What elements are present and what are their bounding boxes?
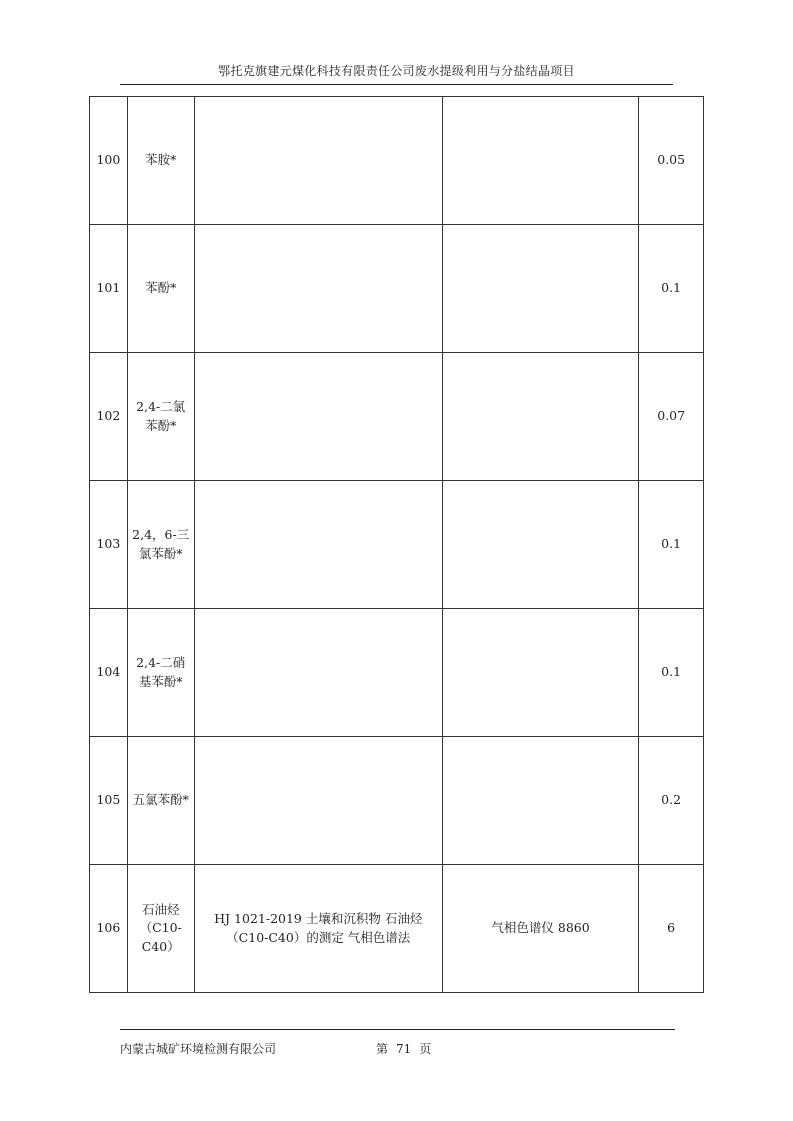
standard-method xyxy=(194,609,442,737)
standard-method xyxy=(194,97,442,225)
detection-method-table xyxy=(89,96,704,993)
page-number xyxy=(372,1040,435,1057)
instrument xyxy=(442,97,638,225)
row-number: 100 xyxy=(90,97,128,225)
instrument: 气相色谱仪 8860 xyxy=(442,865,638,993)
row-number: 102 xyxy=(90,353,128,481)
row-number: 105 xyxy=(90,737,128,865)
test-item: 2,4-二氯苯酚* xyxy=(127,353,194,481)
standard-method xyxy=(194,225,442,353)
page-prefix: 第 xyxy=(376,1042,389,1056)
page-suffix: 页 xyxy=(419,1042,432,1056)
test-item: 苯酚* xyxy=(127,225,194,353)
instrument xyxy=(442,353,638,481)
table-row xyxy=(90,225,704,353)
detection-limit: 0.1 xyxy=(639,481,704,609)
test-item: 2,4-二硝基苯酚* xyxy=(127,609,194,737)
standard-method xyxy=(194,481,442,609)
instrument xyxy=(442,737,638,865)
row-number: 101 xyxy=(90,225,128,353)
table-row xyxy=(90,609,704,737)
table-row xyxy=(90,481,704,609)
table-row xyxy=(90,97,704,225)
table-row xyxy=(90,865,704,993)
standard-method xyxy=(194,353,442,481)
row-number: 104 xyxy=(90,609,128,737)
footer-divider xyxy=(120,1029,675,1030)
detection-limit: 0.07 xyxy=(639,353,704,481)
page-number-value: 71 xyxy=(396,1042,412,1056)
standard-method xyxy=(194,737,442,865)
footer-company: 内蒙古城矿环境检测有限公司 xyxy=(120,1042,277,1056)
test-item: 五氯苯酚* xyxy=(127,737,194,865)
test-item: 石油烃（C10-C40） xyxy=(127,865,194,993)
detection-limit: 0.1 xyxy=(639,225,704,353)
instrument xyxy=(442,481,638,609)
instrument xyxy=(442,609,638,737)
row-number: 103 xyxy=(90,481,128,609)
detection-limit: 6 xyxy=(639,865,704,993)
header-divider xyxy=(120,84,673,85)
test-item: 苯胺* xyxy=(127,97,194,225)
detection-limit: 0.2 xyxy=(639,737,704,865)
test-item: 2,4，6-三氯苯酚* xyxy=(127,481,194,609)
table-row xyxy=(90,353,704,481)
row-number: 106 xyxy=(90,865,128,993)
standard-method: HJ 1021-2019 土壤和沉积物 石油烃（C10-C40）的测定 气相色谱法 xyxy=(194,865,442,993)
detection-limit: 0.05 xyxy=(639,97,704,225)
instrument xyxy=(442,225,638,353)
detection-limit: 0.1 xyxy=(639,609,704,737)
page-header-title: 鄂托克旗建元煤化科技有限责任公司废水提级利用与分盐结晶项目 xyxy=(218,64,575,78)
table-row xyxy=(90,737,704,865)
